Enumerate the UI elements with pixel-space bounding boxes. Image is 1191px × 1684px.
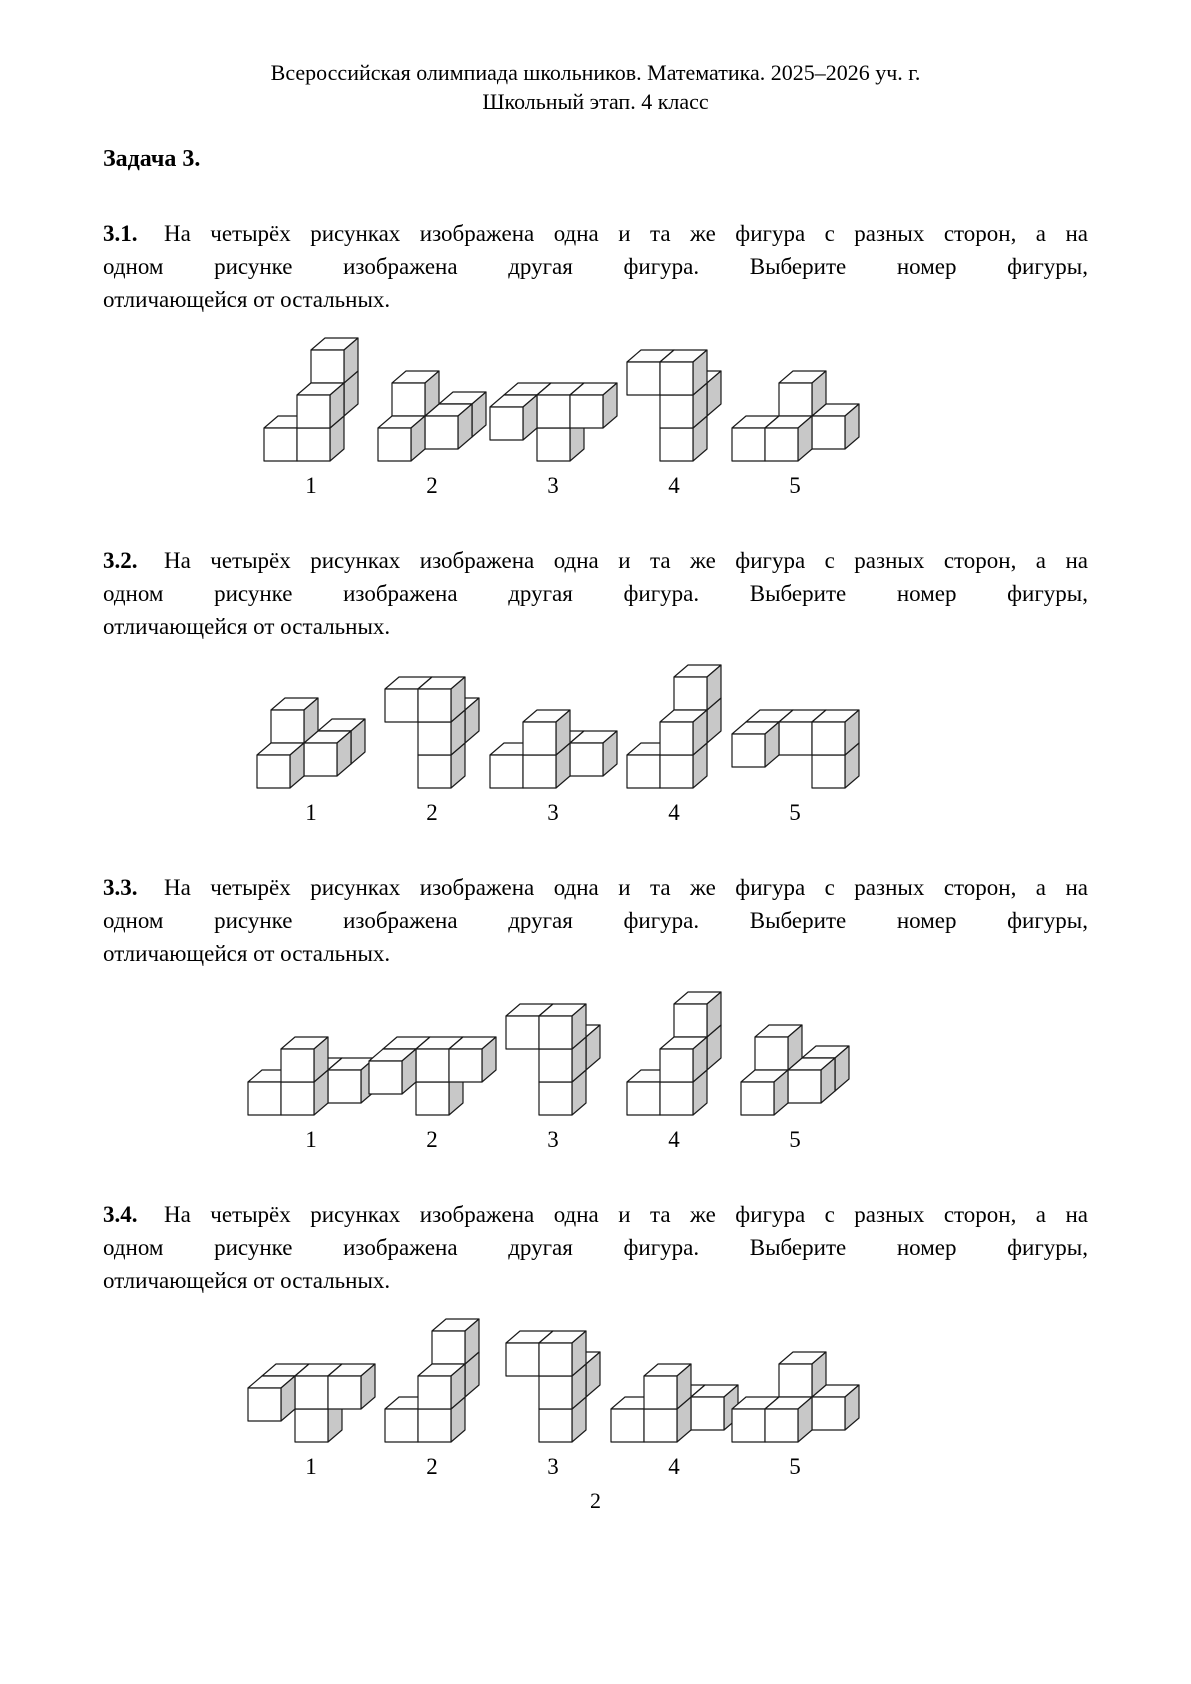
task-title: Задача 3. <box>103 146 201 172</box>
figure-cell <box>493 381 613 500</box>
figure-3-3-1 <box>246 1035 377 1117</box>
paragraph-line: отличающейся от остальных. <box>103 1268 391 1293</box>
figure-cell <box>372 1317 492 1481</box>
document-header <box>103 58 1088 116</box>
figure-cell <box>251 1035 371 1154</box>
figure-3-4-3 <box>504 1329 602 1444</box>
task-number: 3.2. <box>103 548 138 573</box>
figure-number-label: 4 <box>668 473 680 498</box>
figure-cell <box>735 708 855 827</box>
figure-row-3-3 <box>251 990 855 1154</box>
figure-3-4-4 <box>609 1362 740 1444</box>
figure-number-label: 5 <box>789 800 801 825</box>
figure-3-2-1 <box>255 696 367 790</box>
figure-number-label: 3 <box>547 1454 559 1479</box>
figure-cell <box>372 675 492 827</box>
figure-cell <box>251 336 371 500</box>
figure-number-label: 2 <box>426 800 438 825</box>
task-number: 3.4. <box>103 1202 138 1227</box>
paragraph-line: отличающейся от остальных. <box>103 287 391 312</box>
figure-number-label: 1 <box>305 473 317 498</box>
figure-cell <box>735 1023 855 1154</box>
figure-cell <box>372 369 492 500</box>
figure-3-2-3 <box>488 708 619 790</box>
figure-number-label: 2 <box>426 1127 438 1152</box>
figure-cell <box>493 708 613 827</box>
figure-3-2-2 <box>383 675 481 790</box>
task-number: 3.3. <box>103 875 138 900</box>
figure-3-1-4 <box>625 348 723 463</box>
figure-number-label: 4 <box>668 1127 680 1152</box>
figure-3-4-2 <box>383 1317 481 1444</box>
figure-number-label: 2 <box>426 473 438 498</box>
figure-cell <box>251 696 371 827</box>
task-3-4-paragraph <box>103 1198 1088 1297</box>
task-3-1 <box>103 217 1088 500</box>
paragraph-line: одном рисунке изображена другая фигура. Выберите номер фигуры, <box>103 581 1088 606</box>
figure-3-1-2 <box>376 369 488 463</box>
page-number: 2 <box>590 1488 601 1513</box>
figure-number-label: 3 <box>547 473 559 498</box>
figure-row-3-2 <box>251 663 855 827</box>
figure-cell <box>614 348 734 500</box>
figure-row-3-4 <box>251 1317 855 1481</box>
figure-cell <box>251 1362 371 1481</box>
task-3-3 <box>103 871 1088 1154</box>
paragraph-line: отличающейся от остальных. <box>103 614 391 639</box>
figure-number-label: 1 <box>305 800 317 825</box>
task-3-2 <box>103 544 1088 827</box>
figure-row-3-1 <box>251 336 855 500</box>
figure-number-label: 3 <box>547 1127 559 1152</box>
task-3-2-paragraph <box>103 544 1088 643</box>
figure-number-label: 4 <box>668 800 680 825</box>
header-line-1: Всероссийская олимпиада школьников. Математика. 2025–2026 уч. г. <box>270 60 921 85</box>
figure-3-1-5 <box>730 369 861 463</box>
figure-3-1-1 <box>262 336 360 463</box>
figure-3-2-4 <box>625 663 723 790</box>
paragraph-line: 3.1. На четырёх рисунках изображена одна и та же фигура с разных сторон, а на <box>103 221 1089 246</box>
paragraph-line: 3.2. На четырёх рисунках изображена одна и та же фигура с разных сторон, а на <box>103 548 1089 573</box>
figure-3-3-3 <box>504 1002 602 1117</box>
figure-3-3-4 <box>625 990 723 1117</box>
task-3-4 <box>103 1198 1088 1481</box>
figure-cell <box>614 990 734 1154</box>
figure-number-label: 1 <box>305 1454 317 1479</box>
paragraph-line: одном рисунке изображена другая фигура. Выберите номер фигуры, <box>103 254 1088 279</box>
paragraph-line: 3.3. На четырёх рисунках изображена одна и та же фигура с разных сторон, а на <box>103 875 1089 900</box>
figure-3-4-5 <box>730 1350 861 1444</box>
figure-number-label: 3 <box>547 800 559 825</box>
paragraph-line: отличающейся от остальных. <box>103 941 391 966</box>
task-3-3-paragraph <box>103 871 1088 970</box>
figure-cell <box>735 369 855 500</box>
figure-number-label: 1 <box>305 1127 317 1152</box>
paragraph-line: одном рисунке изображена другая фигура. Выберите номер фигуры, <box>103 908 1088 933</box>
paragraph-line: 3.4. На четырёх рисунках изображена одна и та же фигура с разных сторон, а на <box>103 1202 1089 1227</box>
figure-cell <box>372 1035 492 1154</box>
figure-number-label: 2 <box>426 1454 438 1479</box>
figure-number-label: 5 <box>789 1127 801 1152</box>
paragraph-line: одном рисунке изображена другая фигура. Выберите номер фигуры, <box>103 1235 1088 1260</box>
figure-number-label: 5 <box>789 473 801 498</box>
figure-3-4-1 <box>246 1362 377 1444</box>
figure-3-2-5 <box>730 708 861 790</box>
figure-number-label: 4 <box>668 1454 680 1479</box>
figure-3-3-5 <box>739 1023 851 1117</box>
figure-3-3-2 <box>367 1035 498 1117</box>
figure-cell <box>614 663 734 827</box>
task-3-1-paragraph <box>103 217 1088 316</box>
figure-3-1-3 <box>488 381 619 463</box>
header-line-2: Школьный этап. 4 класс <box>482 89 709 114</box>
figure-cell <box>614 1362 734 1481</box>
figure-cell <box>735 1350 855 1481</box>
task-number: 3.1. <box>103 221 138 246</box>
figure-cell <box>493 1329 613 1481</box>
figure-cell <box>493 1002 613 1154</box>
figure-number-label: 5 <box>789 1454 801 1479</box>
